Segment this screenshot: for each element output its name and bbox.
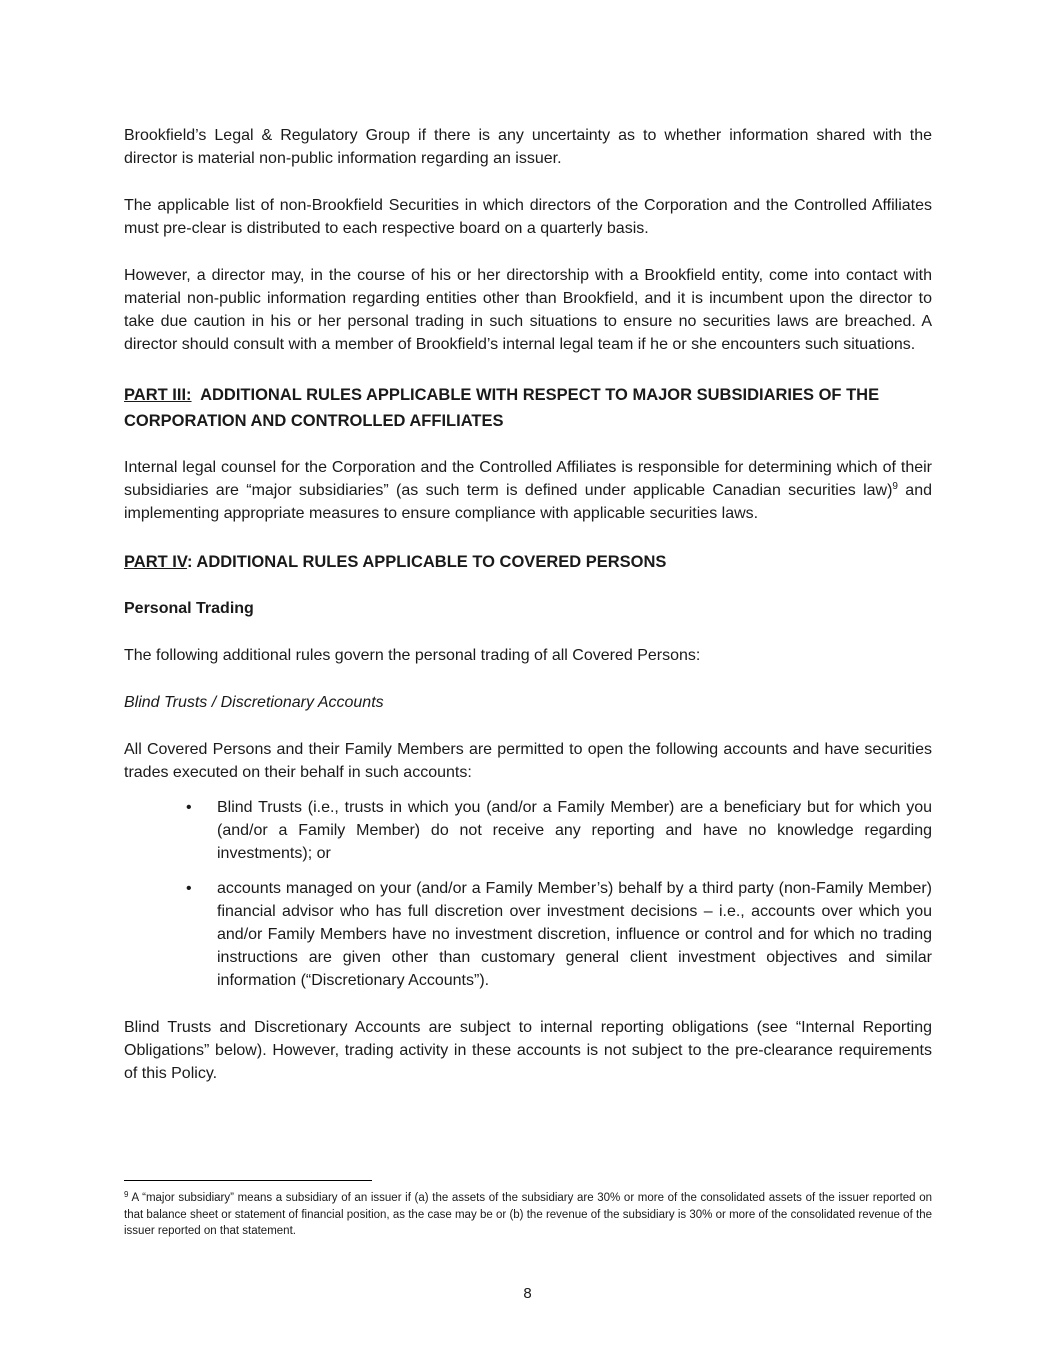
footnote-divider — [124, 1180, 372, 1181]
paragraph-permitted-accounts: All Covered Persons and their Family Members are permitted to open the following accounts and have securities trades executed on their behalf in such accounts: — [124, 741, 932, 781]
part-iii-heading — [124, 382, 932, 434]
paragraph-director-caution: However, a director may, in the course of his or her directorship with a Brookfield entity, come into contact with material non-public information regarding entities other than Brookfield, and it is incumbent upon the director to take due caution in his or her personal trading in such situations to ensure no securities laws are breached. A director should consult with a member of Brookfield’s internal legal team if he or she encounters such situations. — [124, 267, 932, 353]
paragraph-major-subsidiaries: Internal legal counsel for the Corporation and the Controlled Affiliates is responsible for determining which of their subsidiaries are “major subsidiaries” (as such term is defined under applicable Canadian securities law)$^9$ and implementing appropriate measures to ensure compliance with applicable securities laws. — [124, 459, 933, 522]
bullet-icon: • — [186, 799, 192, 816]
footnote-text: A “major subsidiary” means a subsidiary of an issuer if (a) the assets of the subsidiary are 30% or more of the consolidated assets of the issuer reported on that balance sheet or statement of financial position, as the case may be or (b) the revenue of the subsidiary is 30% or more of the consolidated revenue of the issuer reported on that statement. — [124, 1192, 932, 1237]
paragraph-additional-rules: The following additional rules govern the personal trading of all Covered Persons: — [124, 647, 701, 664]
footnote-number: 9 — [124, 1190, 129, 1199]
footnote — [124, 1190, 932, 1240]
part-iii-label: PART III: — [124, 386, 192, 404]
list-item: • Blind Trusts (i.e., trusts in which you (and/or a Family Member) are a beneficiary but for which you (and/or a Family Member) do not receive any reporting and have no knowledge regarding investments); or — [124, 796, 932, 865]
paragraph-legal-group: Brookfield’s Legal & Regulatory Group if there is any uncertainty as to whether information shared with the director is material non-public information regarding an issuer. — [124, 127, 932, 167]
paragraph-preclear-list: The applicable list of non-Brookfield Securities in which directors of the Corporation and the Controlled Affiliates must pre-clear is distributed to each respective board on a quarterly basis. — [124, 197, 932, 237]
part-iii-title: ADDITIONAL RULES APPLICABLE WITH RESPECT TO MAJOR SUBSIDIARIES OF THE CORPORATION AND CONTROLLED AFFILIATES — [124, 386, 880, 430]
blind-trusts-subheading: Blind Trusts / Discretionary Accounts — [124, 694, 384, 711]
paragraph-reporting-obligations: Blind Trusts and Discretionary Accounts are subject to internal reporting obligations (see “Internal Reporting Obligations” below). However, trading activity in these accounts is not subject to the pre-clearance requirements of this Policy. — [124, 1019, 932, 1082]
personal-trading-subheading: Personal Trading — [124, 600, 254, 617]
list-item: • accounts managed on your (and/or a Family Member’s) behalf by a third party (non-Family Member) financial advisor who has full discretion over investment decisions – i.e., accounts over which you and/or Family Members have no investment discretion, influence or control and for which no trading instructions are given other than customary general client investment objectives and similar information (“Discretionary Accounts”). — [124, 877, 932, 992]
part-iv-heading — [124, 549, 932, 575]
account-types-list — [124, 796, 932, 992]
page-number: 8 — [523, 1285, 532, 1302]
footnote-reference: 9 — [892, 481, 898, 492]
bullet-icon: • — [186, 880, 192, 897]
page-body — [124, 124, 932, 1085]
part-iv-label: PART IV — [124, 553, 187, 571]
part-iv-title: : ADDITIONAL RULES APPLICABLE TO COVERED PERSONS — [186, 553, 667, 571]
